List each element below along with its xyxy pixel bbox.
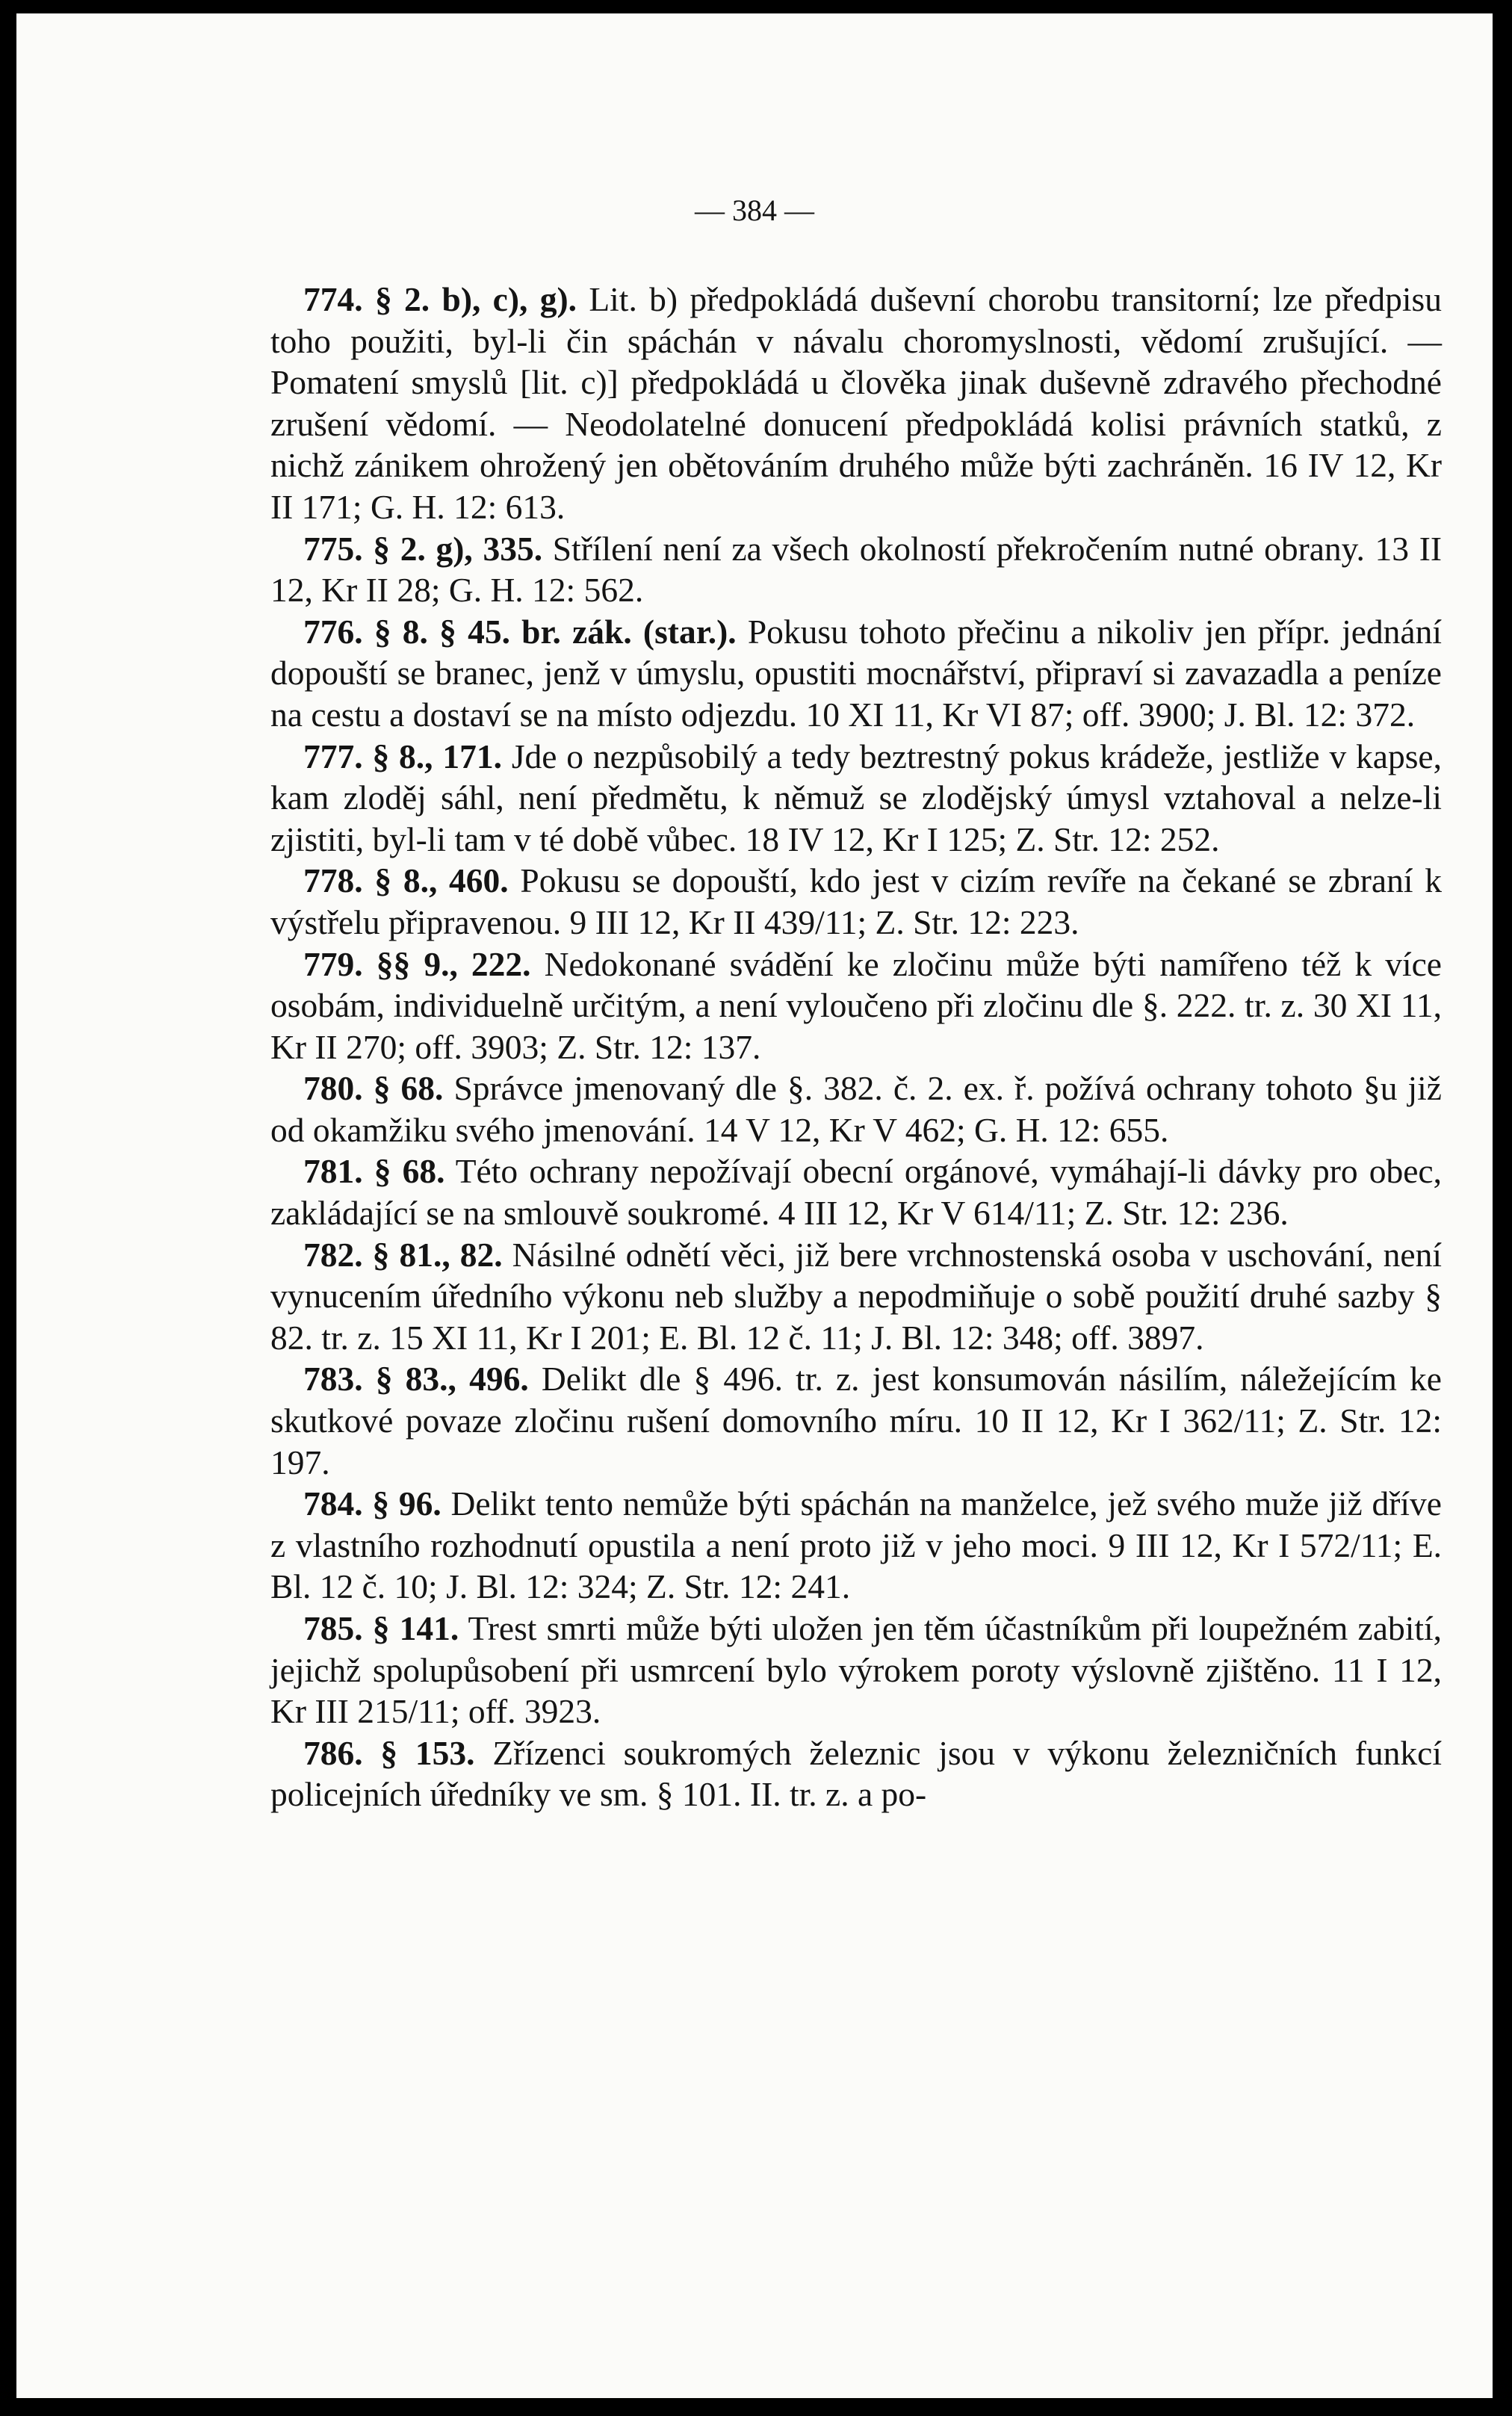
- entry-lead: 775. § 2. g), 335.: [303, 529, 543, 568]
- entry-779: [270, 944, 1442, 1068]
- entry-783: [270, 1358, 1442, 1483]
- entry-780: [270, 1068, 1442, 1150]
- entry-text: Pokusu se dopouští, kdo jest v cizím revíře na čekané se zbraní k výstřelu připravenou. 9 III 12, Kr II 439/11; Z. Str. 12: 223.: [270, 861, 1442, 941]
- entry-text: Jde o nezpůsobilý a tedy beztrestný pokus krádeže, jestliže v kapse, kam zloděj sáhl, není předmětu, k němuž se zlodějský úmysl vztahoval a nelze-li zjistiti, byl-li tam v té době vůbec. 18 IV 12, Kr I 125; Z. Str. 12: 252.: [270, 737, 1443, 858]
- entry-lead: 781. § 68.: [303, 1152, 445, 1191]
- entry-lead: 779. §§ 9., 222.: [303, 944, 531, 983]
- entry-778: [270, 860, 1442, 943]
- entry-lead: 786. § 153.: [303, 1733, 475, 1772]
- entry-lead: 777. § 8., 171.: [303, 737, 502, 775]
- entry-lead: 785. § 141.: [303, 1609, 459, 1647]
- entries-text: [270, 279, 1442, 1815]
- entry-782: [270, 1234, 1442, 1359]
- entry-784: [270, 1483, 1442, 1608]
- entry-lead: 782. § 81., 82.: [303, 1235, 503, 1274]
- entry-785: [270, 1608, 1442, 1732]
- entry-lead: 784. § 96.: [303, 1484, 441, 1523]
- page-number: — 384 —: [695, 193, 814, 227]
- entry-lead: 776. § 8. § 45. br. zák. (star.).: [303, 612, 737, 651]
- entry-786: [270, 1732, 1442, 1815]
- entry-text: Této ochrany nepožívají obecní orgánové, vymáhají-li dávky pro obec, zakládající se na smlouvě soukromé. 4 III 12, Kr V 614/11; Z. Str. 12: 236.: [270, 1152, 1442, 1233]
- entry-text: Nedokonané svádění ke zločinu může býti namířeno též k více osobám, individuelně určitým, a není vyloučeno při zločinu dle §. 222. tr. z. 30 XI 11, Kr II 270; off. 3903; Z. Str. 12: 137.: [270, 944, 1442, 1066]
- entry-text: Delikt tento nemůže býti spáchán na manželce, jež svého muže již dříve z vlastního rozhodnutí opustila a není proto již v jeho moci. 9 III 12, Kr I 572/11; E. Bl. 12 č. 10; J. Bl. 12: 324; Z. Str. 12: 241.: [270, 1484, 1442, 1606]
- entry-text: Zřízenci soukromých železnic jsou v výkonu železničních funkcí policejních úředníky ve sm. § 101. II. tr. z. a po-: [270, 1733, 1442, 1814]
- entry-776: [270, 611, 1442, 736]
- entry-781: [270, 1150, 1442, 1233]
- entry-text: Delikt dle § 496. tr. z. jest konsumován násilím, náležejícím ke skutkové povaze zločinu rušení domovního míru. 10 II 12, Kr I 362/11; Z. Str. 12: 197.: [270, 1360, 1443, 1481]
- entry-text: Pokusu tohoto přečinu a nikoliv jen přípr. jednání dopouští se branec, jenž v úmyslu, opustiti mocnářství, připraví si zavazadla a peníze na cestu a dostaví se na místo odjezdu. 10 XI 11, Kr VI 87; off. 3900; J. Bl. 12: 372.: [270, 612, 1442, 734]
- entry-lead: 774. § 2. b), c), g).: [303, 280, 577, 318]
- book-page: [16, 13, 1493, 2398]
- entry-text: Správce jmenovaný dle §. 382. č. 2. ex. ř. požívá ochrany tohoto §u již od okamžiku svého jmenování. 14 V 12, Kr V 462; G. H. 12: 655.: [270, 1069, 1442, 1149]
- entry-777: [270, 736, 1442, 861]
- entry-lead: 783. § 83., 496.: [303, 1360, 529, 1399]
- entry-text: Lit. b) předpokládá duševní chorobu transitorní; lze předpisu toho použiti, byl-li čin spáchán v návalu choromyslnosti, vědomí zrušující. — Pomatení smyslů [lit. c)] předpokládá u člověka jinak duševně zdravého přechodné zrušení vědomí. — Neodolatelné donucení předpokládá kolisi právních statků, z nichž zánikem ohrožený jen obětováním druhého může býti zachráněn. 16 IV 12, Kr II 171; G. H. 12: 613.: [270, 280, 1442, 526]
- entry-lead: 780. § 68.: [303, 1069, 444, 1108]
- entry-text: Trest smrti může býti uložen jen těm účastníkům při loupežném zabití, jejichž spolupůsobení při usmrcení bylo výrokem poroty výslovně zjištěno. 11 I 12, Kr III 215/11; off. 3923.: [270, 1609, 1442, 1731]
- entry-lead: 778. § 8., 460.: [303, 861, 509, 900]
- entry-775: [270, 528, 1442, 611]
- entry-text: Násilné odnětí věci, již bere vrchnostenská osoba v uschování, není vynucením úředního výkonu neb služby a nepodmiňuje o sobě použití druhé sazby § 82. tr. z. 15 XI 11, Kr I 201; E. Bl. 12 č. 11; J. Bl. 12: 348; off. 3897.: [270, 1235, 1442, 1357]
- entry-774: [270, 279, 1442, 528]
- entry-text: Střílení není za všech okolností překročením nutné obrany. 13 II 12, Kr II 28; G. H. 12: 562.: [270, 529, 1442, 610]
